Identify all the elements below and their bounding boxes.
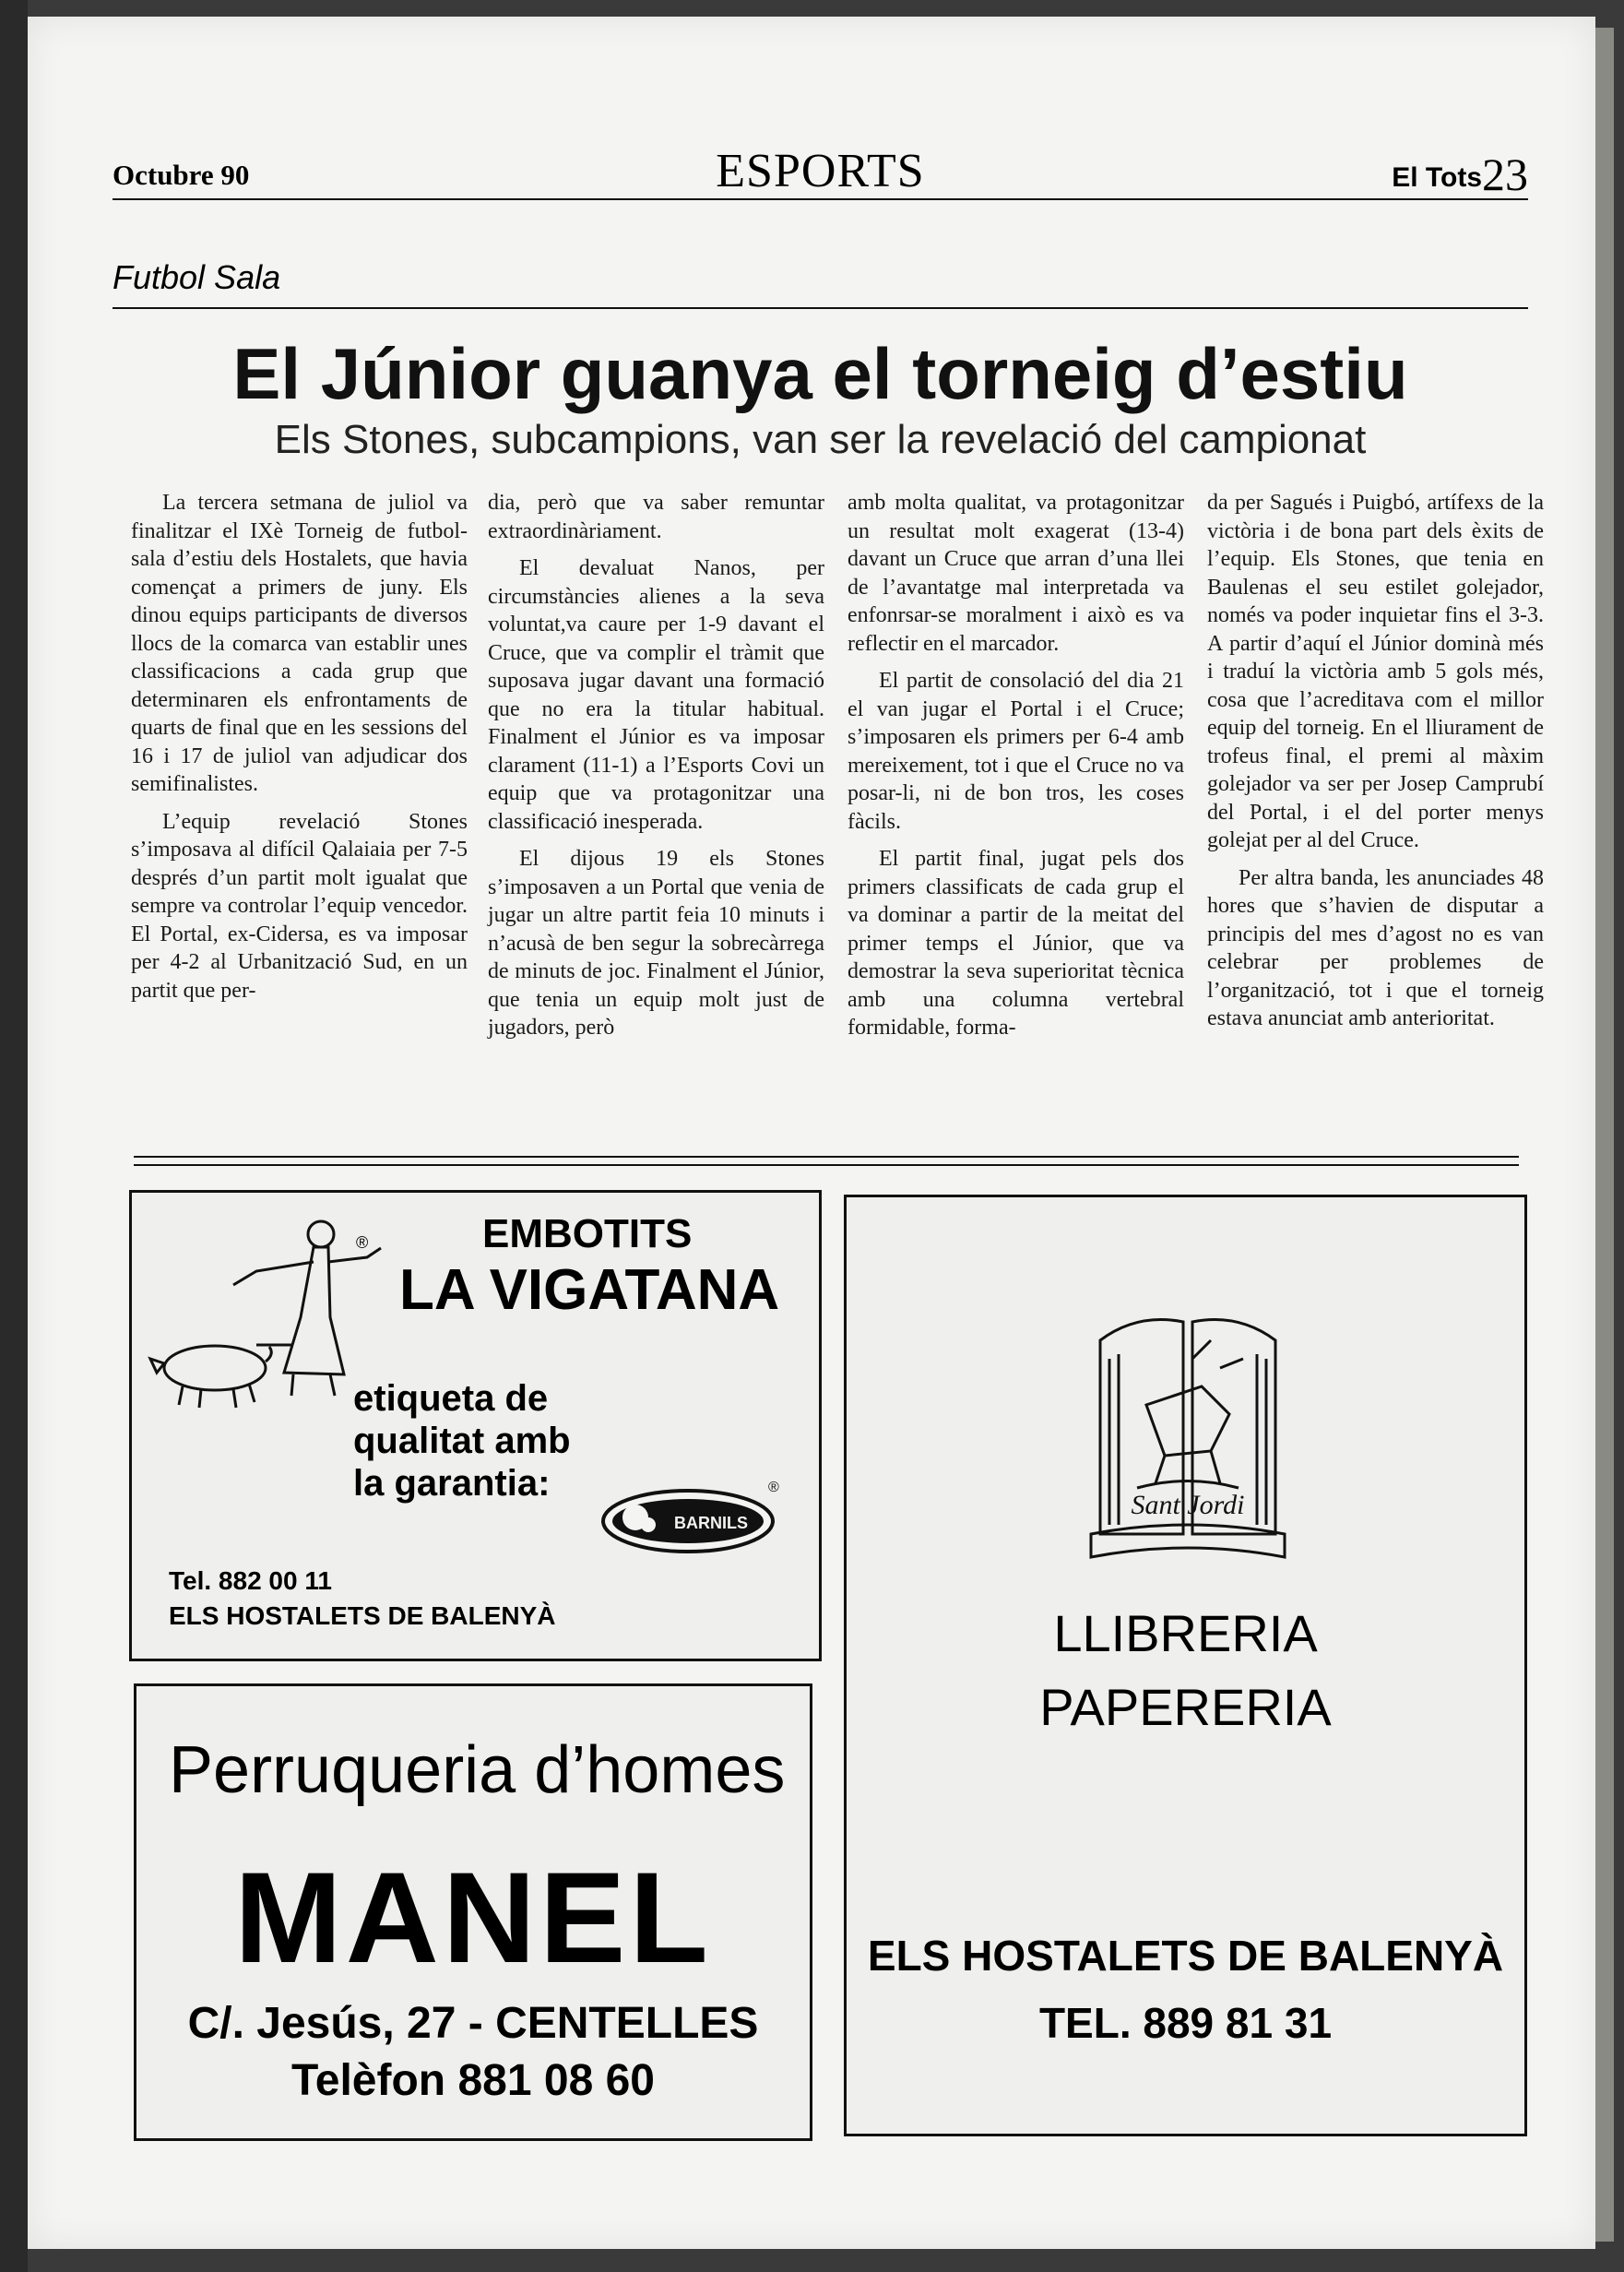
article-subtitle: Els Stones, subcampions, van ser la revelació del campionat [274,417,1367,462]
article-paragraph: L’equip revelació Stones s’imposava al difícil Qalaiaia per 7-5 després d’un partit molt igualat que sempre va controlar l’equip vencedor. El Portal, ex-Cidersa, es va imposar per 4-2 al Urbanització Sud, en un partit que per- [131,809,468,1003]
article-paragraph: La tercera setmana de juliol va finalitzar el IXè Torneig de futbol-sala d’estiu dels Hostalets, que havia començat a primers de juny. Els dinou equips participants de diversos llocs de la comarca van establir unes classificacions a cada grup que determinaren els enfrontaments de quarts de final que en les sessions del 16 i 17 de juliol van adjudicar dos semifinalistes. [131,491,468,796]
article-title: El Júnior guanya el torneig d’estiu [232,333,1408,414]
ad-vigatana-line2: LA VIGATANA [399,1258,780,1322]
page-number: 23 [1482,149,1528,200]
ad-perruqueria-phone: Telèfon 881 08 60 [291,2056,655,2105]
article-category: Futbol Sala [113,258,281,296]
ad-llibreria-address: ELS HOSTALETS DE BALENYÀ [867,1932,1504,1980]
article-paragraph: El partit final, jugat pels dos primers classificats de cada grup el va dominar a partir de la meitat del primer temps el Júnior, que va demostrar la seva superioritat tècnica amb una columna vertebral formidable, forma- [848,847,1184,1040]
article-paragraph: El partit de consolació del dia 21 el van jugar el Portal i el Cruce; s’imposaren els primers per 6-4 amb mereixement, tot i que el Cruce no va posar-li, ni de bon tros, les coses fàcils. [848,669,1184,834]
page-edge [1595,28,1614,2242]
ad-perruqueria-address: C/. Jesús, 27 - CENTELLES [187,1999,759,2048]
ad-llibreria-line2: PAPERERIA [1039,1678,1332,1736]
category-divider [113,307,1528,309]
ad-llibreria-papereria [844,1195,1527,2136]
article-column-2 [488,489,824,1052]
tagline-line: la garantia: [353,1463,551,1504]
article-column-4 [1207,489,1544,1042]
section-name: ESPORTS [716,145,925,197]
ad-perruqueria-manel [134,1683,812,2141]
article-paragraph: Per altra banda, les anunciades 48 hores que s’havien de disputar a principis del mes d’agost no es van celebrar per problemes de l’organització, tot i que el torneig estava anunciat amb anterioritat. [1207,865,1544,1030]
page-spine [0,0,28,2272]
publication-name: El Tots [1392,162,1482,193]
ad-vigatana-phone: Tel. 882 00 11 [169,1566,332,1595]
article-paragraph: El dijous 19 els Stones s’imposaven a un Portal que venia de jugar un altre partit feia 10 minuts i n’acusà de ben segur la sobrecàrrega de minuts de joc. Finalment el Júnior, que tenia un equip molt just de jugadors, però [488,847,824,1040]
article-column-3 [848,489,1184,1052]
article-paragraph: da per Sagués i Puigbó, artífexs de la victòria i de bona part dels èxits de l’equip. Els Stones, que tenia en Baulenas el seu estilet golejador, només va poder inquietar fins el 3-3. A partir d’aquí el Júnior dominà més i traduí la victòria amb 5 gols més, cosa que l’acreditava com el millor equip del torneig. En el lliurament de trofeus final, el premi al màxim golejador va ser per Josep Camprubí del Portal, i el del porter menys golejat per al del Cruce. [1207,491,1544,852]
header-divider [113,198,1528,200]
sant-jordi-book-logo [1082,1303,1294,1571]
page-header [113,138,1528,203]
ad-llibreria-line1: LLIBRERIA [1053,1604,1318,1662]
article-body [113,489,1544,1135]
registered-mark: ® [768,1480,779,1495]
ad-llibreria-phone: TEL. 889 81 31 [1038,1999,1333,2047]
ad-perruqueria-line1: Perruqueria d’homes [169,1733,786,1807]
ad-la-vigatana [129,1190,822,1661]
article-paragraph: amb molta qualitat, va protagonitzar un resultat molt exagerat (13-4) davant un Cruce que arran d’una llei de l’avantatge mal interpretada va enfonrsar-se moralment i això es va reflectir en el marcador. [848,491,1184,656]
article-column-1 [131,489,468,1014]
barnils-logo [600,1477,785,1555]
registered-mark: ® [356,1233,369,1252]
ad-vigatana-address: ELS HOSTALETS DE BALENYÀ [169,1601,556,1630]
article-paragraph: El devaluat Nanos, per circumstàncies alienes a la seva voluntat,va caure per 1-9 davant el Cruce, que va complir el tràmit que suposava jugar davant una formació que no era la titular habitual. Finalment el Júnior es va imposar clarament (11-1) a l’Esports Covi un equip que va protagonitzar una classificació inesperada. [488,556,824,834]
sant-jordi-logo-text: Sant Jordi [1131,1490,1245,1520]
issue-date: Octubre 90 [113,159,250,191]
article-end-rule [134,1156,1519,1158]
article-paragraph: dia, però que va saber remuntar extraordinàriament. [488,491,824,543]
tagline-line: qualitat amb [353,1421,571,1461]
ad-perruqueria-name: MANEL [234,1845,712,1990]
ad-vigatana-tagline [353,1377,571,1505]
article-end-rule [134,1164,1519,1166]
ad-vigatana-line1: EMBOTITS [482,1211,693,1256]
tagline-line: etiqueta de [353,1378,549,1419]
barnils-brand-text: BARNILS [674,1514,748,1532]
